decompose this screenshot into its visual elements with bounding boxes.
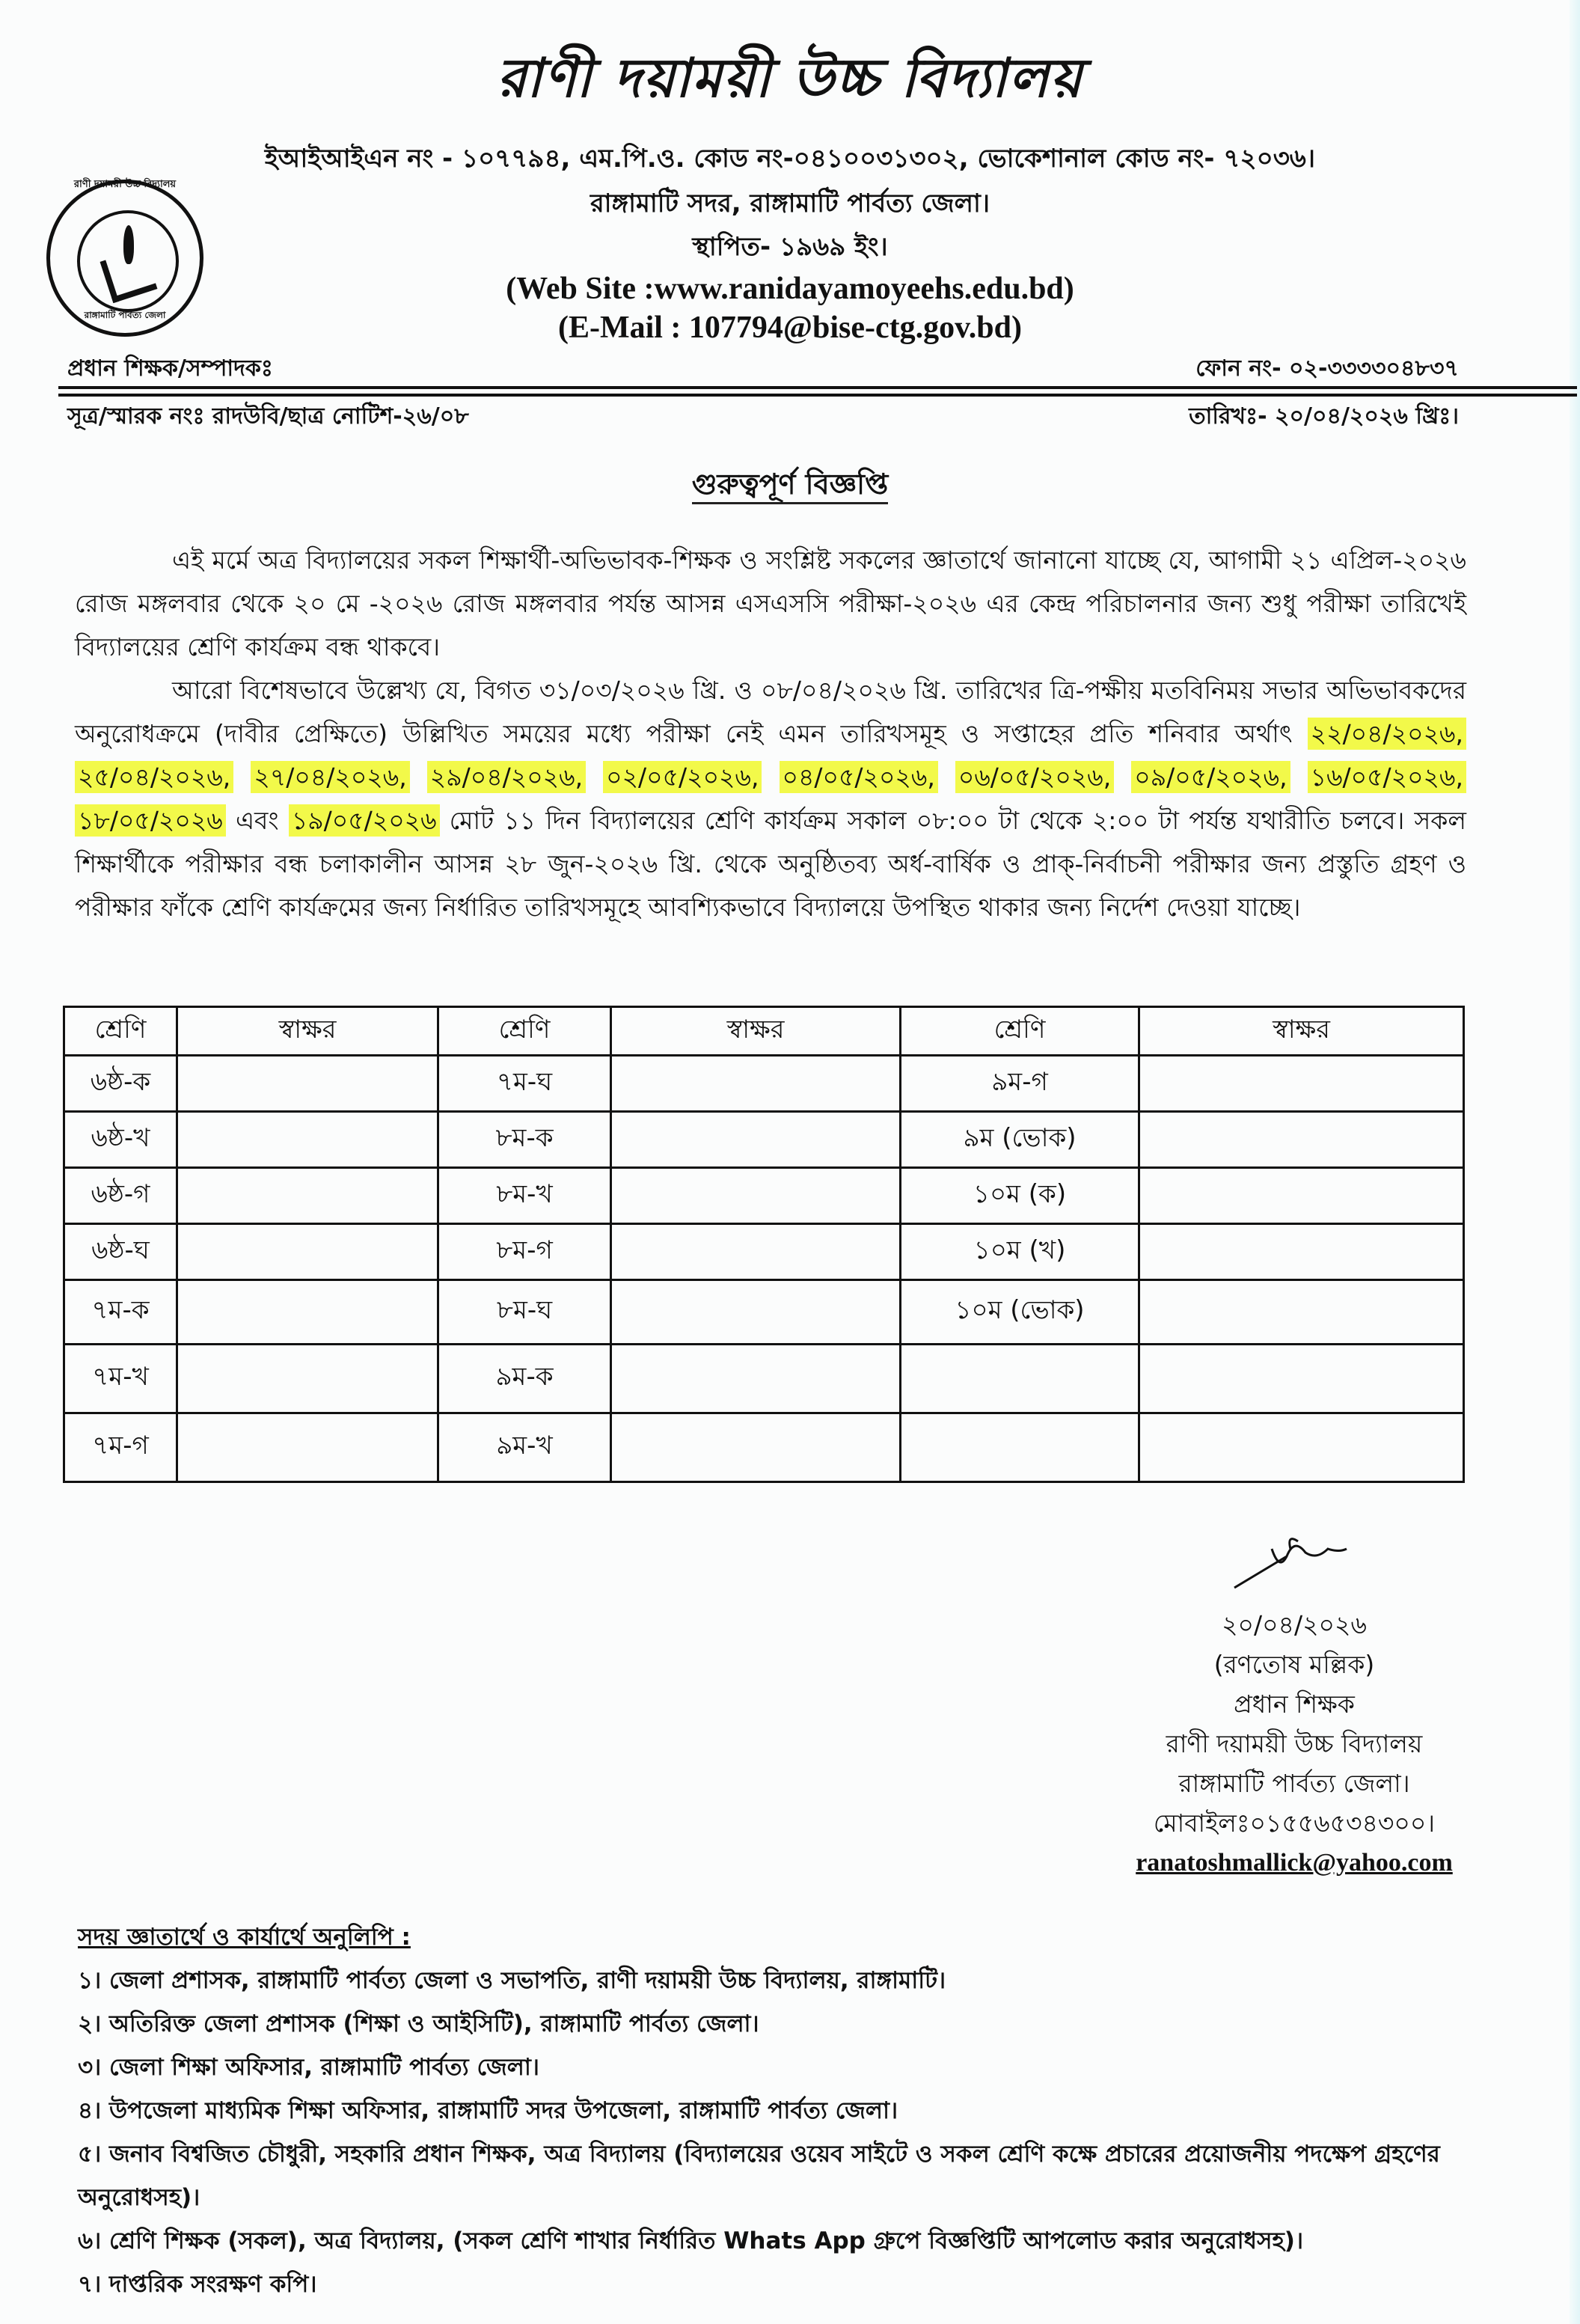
signature-cell[interactable] (611, 1345, 901, 1413)
website[interactable]: (Web Site :www.ranidayamoyeehs.edu.bd) (506, 272, 1074, 306)
class-cell: ৮ম-গ (438, 1224, 611, 1280)
seal-bottom-text: রাঙ্গামাটি পার্বত্য জেলা (84, 310, 166, 320)
class-cell: ১০ম (ভোক) (901, 1280, 1139, 1345)
highlighted-date: ০৬/০৫/২০২৬, (955, 761, 1114, 793)
class-cell: ৮ম-ঘ (438, 1280, 611, 1345)
class-cell: ৮ম-ক (438, 1112, 611, 1168)
memo-number: সূত্র/স্মারক নংঃ রাদউবি/ছাত্র নোটিশ-২৬/০৮ (67, 403, 469, 429)
table-row (64, 1168, 1464, 1224)
copy-list-title: সদয় জ্ঞাতার্থে ও কার্যার্থে অনুলিপি : (78, 1924, 411, 1951)
table-row (64, 1224, 1464, 1280)
table-row (64, 1280, 1464, 1345)
class-cell (901, 1345, 1139, 1413)
highlighted-date: ২৭/০৪/২০২৬, (251, 761, 409, 793)
page-edge (1570, 0, 1580, 2324)
signature-cell[interactable] (177, 1413, 438, 1482)
signature-cell[interactable] (177, 1112, 438, 1168)
notice-paragraph-1: এই মর্মে অত্র বিদ্যালয়ের সকল শিক্ষার্থী-অভিভাবক-শিক্ষক ও সংশ্লিষ্ট সকলের জ্ঞাতার্থে জানানো যাচ্ছে যে, আগামী ২১ এপ্রিল-২০২৬ রোজ মঙ্গলবার থেকে ২০ মে -২০২৬ রোজ মঙ্গলবার পর্যন্ত আসন্ন এসএসসি পরীক্ষা-২০২৬ এর কেন্দ্র পরিচালনার জন্য শুধু পরীক্ষা তারিখেই বিদ্যালয়ের শ্রেণি কার্যক্রম বন্ধ থাকবে। (75, 545, 1466, 661)
table-row (64, 1345, 1464, 1413)
signature-cell[interactable] (1139, 1224, 1464, 1280)
class-cell: ৭ম-গ (64, 1413, 177, 1482)
col-header-class: শ্রেণি (901, 1007, 1139, 1056)
class-cell: ৯ম-খ (438, 1413, 611, 1482)
class-cell (901, 1413, 1139, 1482)
copy-distribution-list (78, 1915, 1484, 2306)
class-cell: ৭ম-ক (64, 1280, 177, 1345)
memo-date-row (67, 398, 1459, 436)
highlighted-date: ০৪/০৫/২০২৬, (780, 761, 938, 793)
col-header-signature: স্বাক্ষর (177, 1007, 438, 1056)
class-cell: ৯ম-ক (438, 1345, 611, 1413)
header-rule-top (58, 386, 1577, 389)
notice-title: গুরুত্বপূর্ণ বিজ্ঞপ্তি (0, 462, 1580, 510)
class-cell: ১০ম (খ) (901, 1224, 1139, 1280)
signature-cell[interactable] (611, 1168, 901, 1224)
signature-cell[interactable] (177, 1056, 438, 1112)
signature-cell[interactable] (1139, 1280, 1464, 1345)
signatory-district: রাঙ্গামাটি পার্বত্য জেলা। (1178, 1769, 1410, 1798)
col-header-class: শ্রেণি (438, 1007, 611, 1056)
copy-list-item: ১। জেলা প্রশাসক, রাঙ্গামাটি পার্বত্য জেলা ও সভাপতি, রাণী দয়াময়ী উচ্চ বিদ্যালয়, রাঙ্গামাটি। (78, 1967, 946, 1994)
class-cell: ৬ষ্ঠ-গ (64, 1168, 177, 1224)
copy-list-item: ৬। শ্রেণি শিক্ষক (সকল), অত্র বিদ্যালয়, (সকল শ্রেণি শাখার নির্ধারিত Whats App গ্রুপে বিজ্ঞপ্তিটি আপলোড করার অনুরোধসহ)। (78, 2227, 1304, 2254)
highlighted-date: ১৯/০৫/২০২৬ (289, 804, 440, 837)
highlighted-date: ০৯/০৫/২০২৬, (1131, 761, 1290, 793)
phone-number: ফোন নং- ০২-৩৩৩৩০৪৮৩৭ (1195, 355, 1459, 382)
signature-cell[interactable] (611, 1112, 901, 1168)
table-row (64, 1056, 1464, 1112)
copy-list-item: ৭। দাপ্তরিক সংরক্ষণ কপি। (78, 2271, 317, 2298)
signature-cell[interactable] (177, 1224, 438, 1280)
signatory-mobile: মোবাইলঃ০১৫৫৬৫৩৪৩০০। (1153, 1808, 1436, 1838)
col-header-signature: স্বাক্ষর (611, 1007, 901, 1056)
notice-date: তারিখঃ- ২০/০৪/২০২৬ খ্রিঃ। (1189, 403, 1459, 429)
highlighted-date: ১৬/০৫/২০২৬, (1308, 761, 1466, 793)
highlighted-date: ২৯/০৪/২০২৬, (427, 761, 586, 793)
established: স্থাপিত- ১৯৬৯ ইং। (692, 232, 888, 262)
class-cell: ৬ষ্ঠ-ঘ (64, 1224, 177, 1280)
signature-cell[interactable] (611, 1280, 901, 1345)
signature-cell[interactable] (177, 1280, 438, 1345)
copy-list-item: ৪। উপজেলা মাধ্যমিক শিক্ষা অফিসার, রাঙ্গামাটি সদর উপজেলা, রাঙ্গামাটি পার্বত্য জেলা। (78, 2097, 898, 2124)
signature-cell[interactable] (177, 1168, 438, 1224)
class-cell: ৯ম (ভোক) (901, 1112, 1139, 1168)
copy-list-item: ৩। জেলা শিক্ষা অফিসার, রাঙ্গামাটি পার্বত্য জেলা। (78, 2054, 539, 2081)
signature-cell[interactable] (1139, 1056, 1464, 1112)
signature-cell[interactable] (1139, 1112, 1464, 1168)
signatory-name: (রণতোষ মল্লিক) (1213, 1650, 1375, 1679)
highlighted-date: ০২/০৫/২০২৬, (603, 761, 762, 793)
class-cell: ৬ষ্ঠ-খ (64, 1112, 177, 1168)
head-label: প্রধান শিক্ষক/সম্পাদকঃ (67, 355, 273, 382)
class-cell: ৭ম-ঘ (438, 1056, 611, 1112)
signature-date: ২০/০৪/২০২৬ (1222, 1610, 1367, 1639)
signature-cell[interactable] (611, 1413, 901, 1482)
class-cell: ৬ষ্ঠ-ক (64, 1056, 177, 1112)
signature-cell[interactable] (611, 1056, 901, 1112)
signature-cell[interactable] (1139, 1413, 1464, 1482)
head-phone-row (67, 350, 1459, 388)
signatory-email[interactable]: ranatoshmallick@yahoo.com (1136, 1849, 1453, 1877)
table-row (64, 1112, 1464, 1168)
highlighted-date: ২৫/০৪/২০২৬, (75, 761, 233, 793)
seal-top-text: রাণী দয়াময়ী উচ্চ বিদ্যালয় (73, 179, 177, 190)
class-cell: ৮ম-খ (438, 1168, 611, 1224)
signature-cell[interactable] (177, 1345, 438, 1413)
institution-codes: ইআইআইএন নং - ১০৭৭৯৪, এম.পি.ও. কোড নং-০৪১০০৩১৩০২, ভোকেশানাল কোড নং- ৭২০৩৬। (264, 144, 1316, 174)
class-cell: ৯ম-গ (901, 1056, 1139, 1112)
signature-block (1085, 1534, 1504, 1883)
signatory-designation: প্রধান শিক্ষক (1234, 1690, 1355, 1719)
handwritten-signature-icon (1227, 1534, 1362, 1594)
signature-cell[interactable] (611, 1224, 901, 1280)
signature-cell[interactable] (1139, 1345, 1464, 1413)
col-header-class: শ্রেণি (64, 1007, 177, 1056)
notice-paragraph-2: আরো বিশেষভাবে উল্লেখ্য যে, বিগত ৩১/০৩/২০২৬ খ্রি. ও ০৮/০৪/২০২৬ খ্রি. তারিখের ত্রি-পক্ষীয় মতবিনিময় সভার অভিভাবকদের অনুরোধক্রমে (দাবীর প্রেক্ষিতে) উল্লিখিত সময়ের মধ্যে পরীক্ষা নেই এমন তারিখসমূহ ও সপ্তাহের প্রতি শনিবার অর্থাৎ ২২/০৪/২০২৬, ২৫/০৪/২০২৬, ২৭/০৪/২০২৬, ২৯/০৪/২০২৬, ০২/০৫/২০২৬, ০৪/০৫/২০২৬, ০৬/০৫/২০২৬, ০৯/০৫/২০২৬, ১৬/০৫/২০২৬, ১৮/০৫/২০২৬ এবং ১৯/০৫/২০২৬ মোট ১১ দিন বিদ্যালয়ের শ্রেণি কার্যক্রম সকাল ০৮:০০ টা থেকে ২:০০ টা পর্যন্ত যথারীতি চলবে। সকল শিক্ষার্থীকে পরীক্ষার বন্ধ চলাকালীন আসন্ন ২৮ জুন-২০২৬ খ্রি. থেকে অনুষ্ঠিতব্য অর্ধ-বার্ষিক ও প্রাক্-নির্বাচনী পরীক্ষার জন্য প্রস্তুতি গ্রহণ ও পরীক্ষার ফাঁকে শ্রেণি কার্যক্রমের জন্য নির্ধারিত তারিখসমূহে আবশ্যিকভাবে বিদ্যালয়ে উপস্থিত থাকার জন্য নির্দেশ দেওয়া যাচ্ছে। (75, 676, 1466, 922)
school-name-title: রাণী দয়াময়ী উচ্চ বিদ্যালয় (496, 46, 1084, 109)
school-email[interactable]: (E-Mail : 107794@bise-ctg.gov.bd) (557, 311, 1023, 345)
class-cell: ৭ম-খ (64, 1345, 177, 1413)
signatory-school: রাণী দয়াময়ী উচ্চ বিদ্যালয় (1166, 1729, 1423, 1758)
address: রাঙ্গামাটি সদর, রাঙ্গামাটি পার্বত্য জেলা। (590, 189, 990, 218)
copy-list-item: ২। অতিরিক্ত জেলা প্রশাসক (শিক্ষা ও আইসিটি), রাঙ্গামাটি পার্বত্য জেলা। (78, 2010, 759, 2037)
copy-list-item: ৫। জনাব বিশ্বজিত চৌধুরী, সহকারি প্রধান শিক্ষক, অত্র বিদ্যালয় (বিদ্যালয়ের ওয়েব সাইটে ও সকল শ্রেণি কক্ষে প্রচারের প্রয়োজনীয় পদক্ষেপ গ্রহণের অনুরোধসহ)। (78, 2141, 1440, 2211)
table-header-row (64, 1007, 1464, 1056)
class-cell: ১০ম (ক) (901, 1168, 1139, 1224)
highlighted-date: ২২/০৪/২০২৬, (1308, 718, 1466, 750)
header-rule-bottom (58, 394, 1577, 397)
class-signature-table (63, 1006, 1465, 1483)
col-header-signature: স্বাক্ষর (1139, 1007, 1464, 1056)
signature-cell[interactable] (1139, 1168, 1464, 1224)
highlighted-date: ১৮/০৫/২০২৬ (75, 804, 226, 837)
table-row (64, 1413, 1464, 1482)
